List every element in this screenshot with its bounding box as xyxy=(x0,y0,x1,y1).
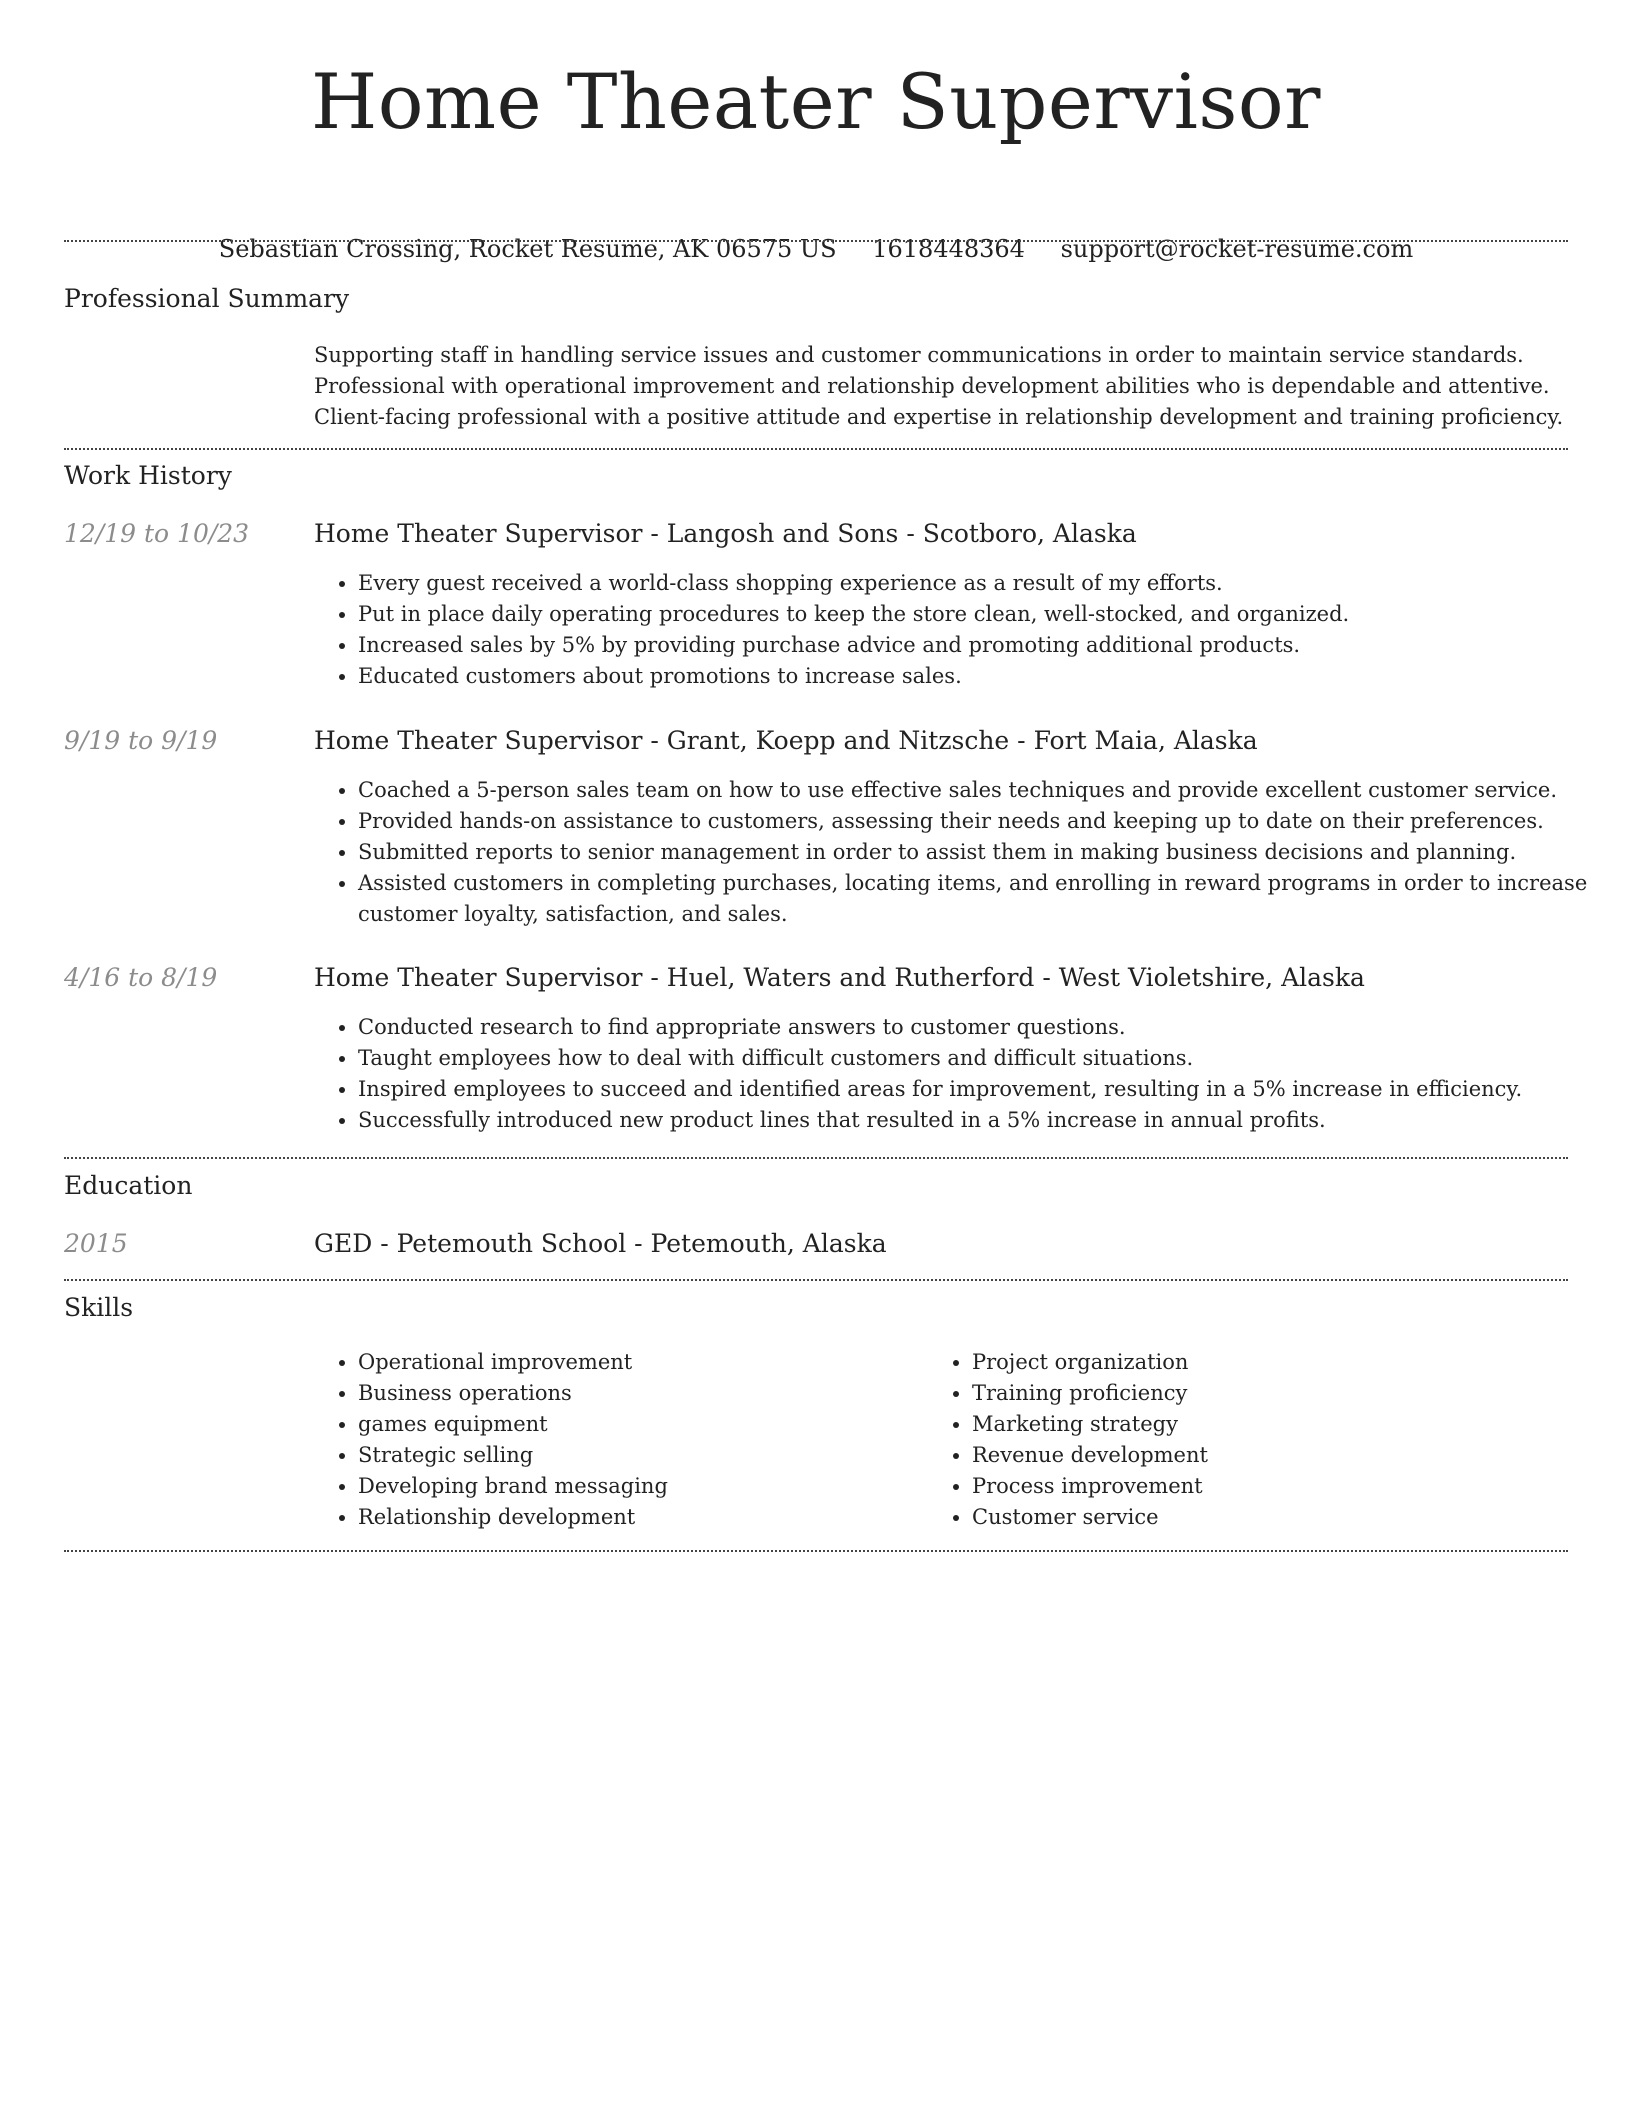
list-item: • Business operations xyxy=(358,1378,918,1409)
section-divider xyxy=(64,1279,1568,1281)
section-divider xyxy=(64,240,1568,242)
skills-list-right xyxy=(928,1347,1572,1533)
education-year: 2015 xyxy=(64,1229,128,1258)
section-divider xyxy=(64,1550,1568,1552)
list-item: • Put in place daily operating procedures to keep the store clean, well-stocked, and organized. xyxy=(358,599,1612,630)
skills-heading: Skills xyxy=(64,1293,134,1322)
list-item: • Relationship development xyxy=(358,1502,918,1533)
summary-text: Supporting staff in handling service issues and customer communications in order to maintain service standards. Professional with operational improvement and relationship development abilities who is dependable and attentive. Client-facing professional with a positive attitude and expertise in relationship development and training proficiency. xyxy=(314,343,1564,429)
contact-address: Sebastian Crossing, Rocket Resume, AK 06575 US xyxy=(218,235,837,263)
list-item: • Training proficiency xyxy=(972,1378,1572,1409)
education-heading: Education xyxy=(64,1171,193,1200)
list-item: • Customer service xyxy=(972,1502,1572,1533)
list-item: • Conducted research to find appropriate answers to customer questions. xyxy=(358,1012,1612,1043)
candidate-name: Home Theater Supervisor xyxy=(311,57,1321,146)
skills-list-left xyxy=(314,1347,918,1533)
job-bullets xyxy=(314,1012,1612,1136)
list-item: • Developing brand messaging xyxy=(358,1471,918,1502)
summary-heading: Professional Summary xyxy=(64,284,350,313)
list-item: • Operational improvement xyxy=(358,1347,918,1378)
job-heading: Home Theater Supervisor - Langosh and Sons - Scotboro, Alaska xyxy=(314,519,1137,548)
work-history-heading: Work History xyxy=(64,461,232,490)
list-item: • Successfully introduced new product lines that resulted in a 5% increase in annual profits. xyxy=(358,1105,1612,1136)
list-item: • Submitted reports to senior management in order to assist them in making business decisions and planning. xyxy=(358,837,1612,868)
job-dates: 4/16 to 8/19 xyxy=(64,963,218,992)
list-item: • Revenue development xyxy=(972,1440,1572,1471)
contact-line xyxy=(0,234,1632,264)
list-item: • Educated customers about promotions to increase sales. xyxy=(358,661,1612,692)
job-dates: 9/19 to 9/19 xyxy=(64,726,218,755)
list-item: • Taught employees how to deal with difficult customers and difficult situations. xyxy=(358,1043,1612,1074)
contact-email: support@rocket-resume.com xyxy=(1060,235,1414,263)
job-bullets xyxy=(314,568,1612,692)
list-item: • Marketing strategy xyxy=(972,1409,1572,1440)
job-heading: Home Theater Supervisor - Huel, Waters and Rutherford - West Violetshire, Alaska xyxy=(314,963,1365,992)
list-item: • Strategic selling xyxy=(358,1440,918,1471)
section-divider xyxy=(64,448,1568,450)
list-item: • Inspired employees to succeed and identified areas for improvement, resulting in a 5% increase in efficiency. xyxy=(358,1074,1612,1105)
contact-phone: 1618448364 xyxy=(872,235,1025,263)
list-item: • games equipment xyxy=(358,1409,918,1440)
job-heading: Home Theater Supervisor - Grant, Koepp and Nitzsche - Fort Maia, Alaska xyxy=(314,726,1258,755)
section-divider xyxy=(64,1157,1568,1159)
job-bullets xyxy=(314,775,1612,930)
job-dates: 12/19 to 10/23 xyxy=(64,519,250,548)
list-item: • Coached a 5-person sales team on how to use effective sales techniques and provide excellent customer service. xyxy=(358,775,1612,806)
list-item: • Every guest received a world-class shopping experience as a result of my efforts. xyxy=(358,568,1612,599)
list-item: • Provided hands-on assistance to customers, assessing their needs and keeping up to date on their preferences. xyxy=(358,806,1612,837)
list-item: • Assisted customers in completing purchases, locating items, and enrolling in reward programs in order to increase customer loyalty, satisfaction, and sales. xyxy=(358,868,1612,930)
education-degree: GED - Petemouth School - Petemouth, Alaska xyxy=(314,1229,887,1258)
list-item: • Project organization xyxy=(972,1347,1572,1378)
list-item: • Process improvement xyxy=(972,1471,1572,1502)
list-item: • Increased sales by 5% by providing purchase advice and promoting additional products. xyxy=(358,630,1612,661)
